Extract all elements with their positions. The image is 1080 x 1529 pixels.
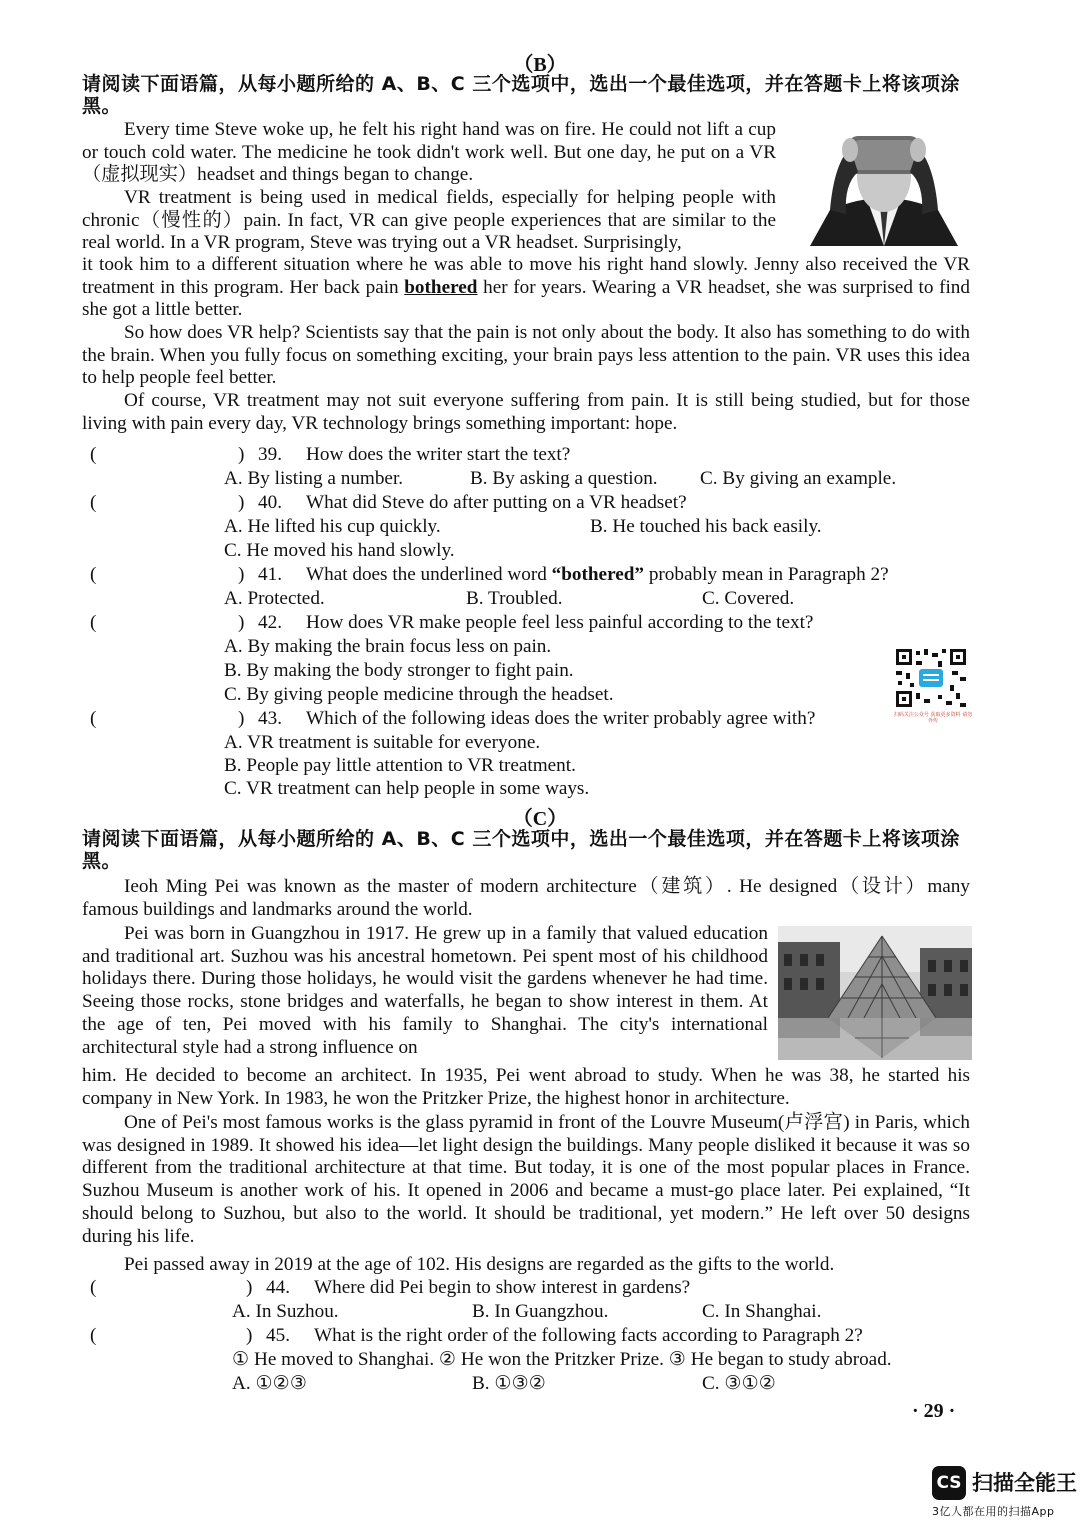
option-42-a[interactable]: A. By making the brain focus less on pain. — [224, 636, 552, 657]
question-45-facts: ① He moved to Shanghai. ② He won the Pritzker Prize. ③ He began to study abroad. — [232, 1349, 892, 1370]
question-42: ( ) 42. How does VR make people feel less painful according to the text? — [90, 612, 814, 633]
question-40: ( ) 40. What did Steve do after putting on a VR headset? — [90, 492, 687, 513]
option-45-a[interactable]: A. ①②③ — [232, 1373, 308, 1394]
section-b-paragraph-4: Of course, VR treatment may not suit everyone suffering from pain. It is still being studied, but for those living with pain every day, VR technology brings something important: hope. — [82, 390, 970, 434]
option-39-c[interactable]: C. By giving an example. — [700, 468, 897, 489]
option-44-b[interactable]: B. In Guangzhou. — [472, 1301, 609, 1322]
section-b-paragraph-3: So how does VR help? Scientists say that the pain is not only about the body. It also has something to do with the brain. When you fully focus on something exciting, your brain pays less attention to the pain. VR uses this idea to help people feel better. — [82, 322, 970, 389]
section-c-paragraph-3: One of Pei's most famous works is the glass pyramid in front of the Louvre Museum(卢浮宫) in Paris, which was designed in 1989. It showed his idea—let light design the buildings. Many people disliked it because it was so different from the traditional architecture at that time. But today, it is one of the most popular places in France. Suzhou Museum is another work of his. It opened in 2006 and became a must-go place later. Pei explained, “It should belong to Suzhou, but also to the world. It should be traditional, yet modern.” He left over 50 designs during his life. — [82, 1112, 970, 1247]
option-43-c[interactable]: C. VR treatment can help people in some ways. — [224, 778, 590, 799]
option-42-c[interactable]: C. By giving people medicine through the headset. — [224, 684, 614, 705]
option-45-b[interactable]: B. ①③② — [472, 1373, 546, 1394]
option-40-c[interactable]: C. He moved his hand slowly. — [224, 540, 455, 561]
option-41-b[interactable]: B. Troubled. — [466, 588, 563, 609]
option-45-c[interactable]: C. ③①② — [702, 1373, 776, 1394]
camscanner-logo-icon: CS — [932, 1466, 966, 1500]
section-c-paragraph-2a: Pei was born in Guangzhou in 1917. He grew up in a family that valued education and traditional art. Suzhou was his ancestral hometown. Pei spent most of his childhood holidays there. During those holidays, he would visit the gardens whenever he had time. Seeing those rocks, stone bridges and waterfalls, he began to show interest in them. At the age of ten, Pei moved with his family to Shanghai. The city's international architectural style had a strong influence on — [82, 923, 768, 1058]
question-45: ( ) 45. What is the right order of the following facts according to Paragraph 2? — [90, 1325, 863, 1346]
page-number: · 29 · — [912, 1400, 956, 1422]
louvre-pyramid-image — [778, 926, 972, 1060]
option-39-b[interactable]: B. By asking a question. — [470, 468, 658, 489]
option-40-a[interactable]: A. He lifted his cup quickly. — [224, 516, 441, 537]
option-41-a[interactable]: A. Protected. — [224, 588, 325, 609]
qr-note: 扫码关注公众号 获取更多资料 请勿外传 — [893, 712, 973, 724]
section-b-label: （B） — [513, 54, 567, 76]
underlined-word: bothered — [404, 276, 478, 298]
qr-code-image — [894, 647, 968, 709]
question-44: ( ) 44. Where did Pei begin to show interest in gardens? — [90, 1277, 691, 1298]
section-b-instruction: 请阅读下面语篇，从每小题所给的 A、B、C 三个选项中，选出一个最佳选项，并在答题卡上将该项涂黑。 — [82, 73, 960, 117]
option-39-a[interactable]: A. By listing a number. — [224, 468, 404, 489]
option-43-b[interactable]: B. People pay little attention to VR treatment. — [224, 755, 576, 776]
vr-headset-image — [800, 114, 968, 246]
option-43-a[interactable]: A. VR treatment is suitable for everyone. — [224, 732, 541, 753]
option-42-b[interactable]: B. By making the body stronger to fight pain. — [224, 660, 574, 681]
camscanner-name: 扫描全能王 — [972, 1471, 1077, 1495]
section-c-paragraph-1: Ieoh Ming Pei was known as the master of modern architecture（建筑）. He designed（设计）many famous buildings and landmarks around the world. — [82, 876, 970, 920]
section-b-paragraph-2b: it took him to a different situation where he was able to move his right hand slowly. Jenny also received the VR treatment in this program. Her back pain bothered her for years. Wearing a VR headset, she was surprised to find she got a little better. — [82, 254, 970, 321]
section-b-paragraph-2a: VR treatment is being used in medical fields, especially for helping people with chronic（慢性的）pain. In fact, VR can give people experiences that are similar to the real world. In a VR program, Steve was trying out a VR headset. Surprisingly, — [82, 187, 776, 254]
question-39: ( ) 39. How does the writer start the text? — [90, 444, 571, 465]
section-c-paragraph-2b: him. He decided to become an architect. In 1935, Pei went abroad to study. When he was 38, he started his company in New York. In 1983, he won the Pritzker Prize, the highest honor in architecture. — [82, 1065, 970, 1109]
option-44-a[interactable]: A. In Suzhou. — [232, 1301, 339, 1322]
option-40-b[interactable]: B. He touched his back easily. — [590, 516, 822, 537]
section-c-paragraph-4: Pei passed away in 2019 at the age of 102. His designs are regarded as the gifts to the world. — [124, 1254, 835, 1275]
question-43: ( ) 43. Which of the following ideas does the writer probably agree with? — [90, 708, 816, 729]
camscanner-tagline: 3亿人都在用的扫描App — [932, 1505, 1055, 1518]
option-44-c[interactable]: C. In Shanghai. — [702, 1301, 822, 1322]
section-b-paragraph-1: Every time Steve woke up, he felt his right hand was on fire. He could not lift a cup or touch cold water. The medicine he took didn't work well. But one day, he put on a VR（虚拟现实）headset and things began to change. — [82, 119, 776, 186]
section-c-label: （C） — [512, 808, 568, 830]
option-41-c[interactable]: C. Covered. — [702, 588, 795, 609]
question-41: ( ) 41. What does the underlined word “bothered” probably mean in Paragraph 2? — [90, 564, 889, 585]
section-c-instruction: 请阅读下面语篇，从每小题所给的 A、B、C 三个选项中，选出一个最佳选项，并在答题卡上将该项涂黑。 — [82, 828, 960, 872]
